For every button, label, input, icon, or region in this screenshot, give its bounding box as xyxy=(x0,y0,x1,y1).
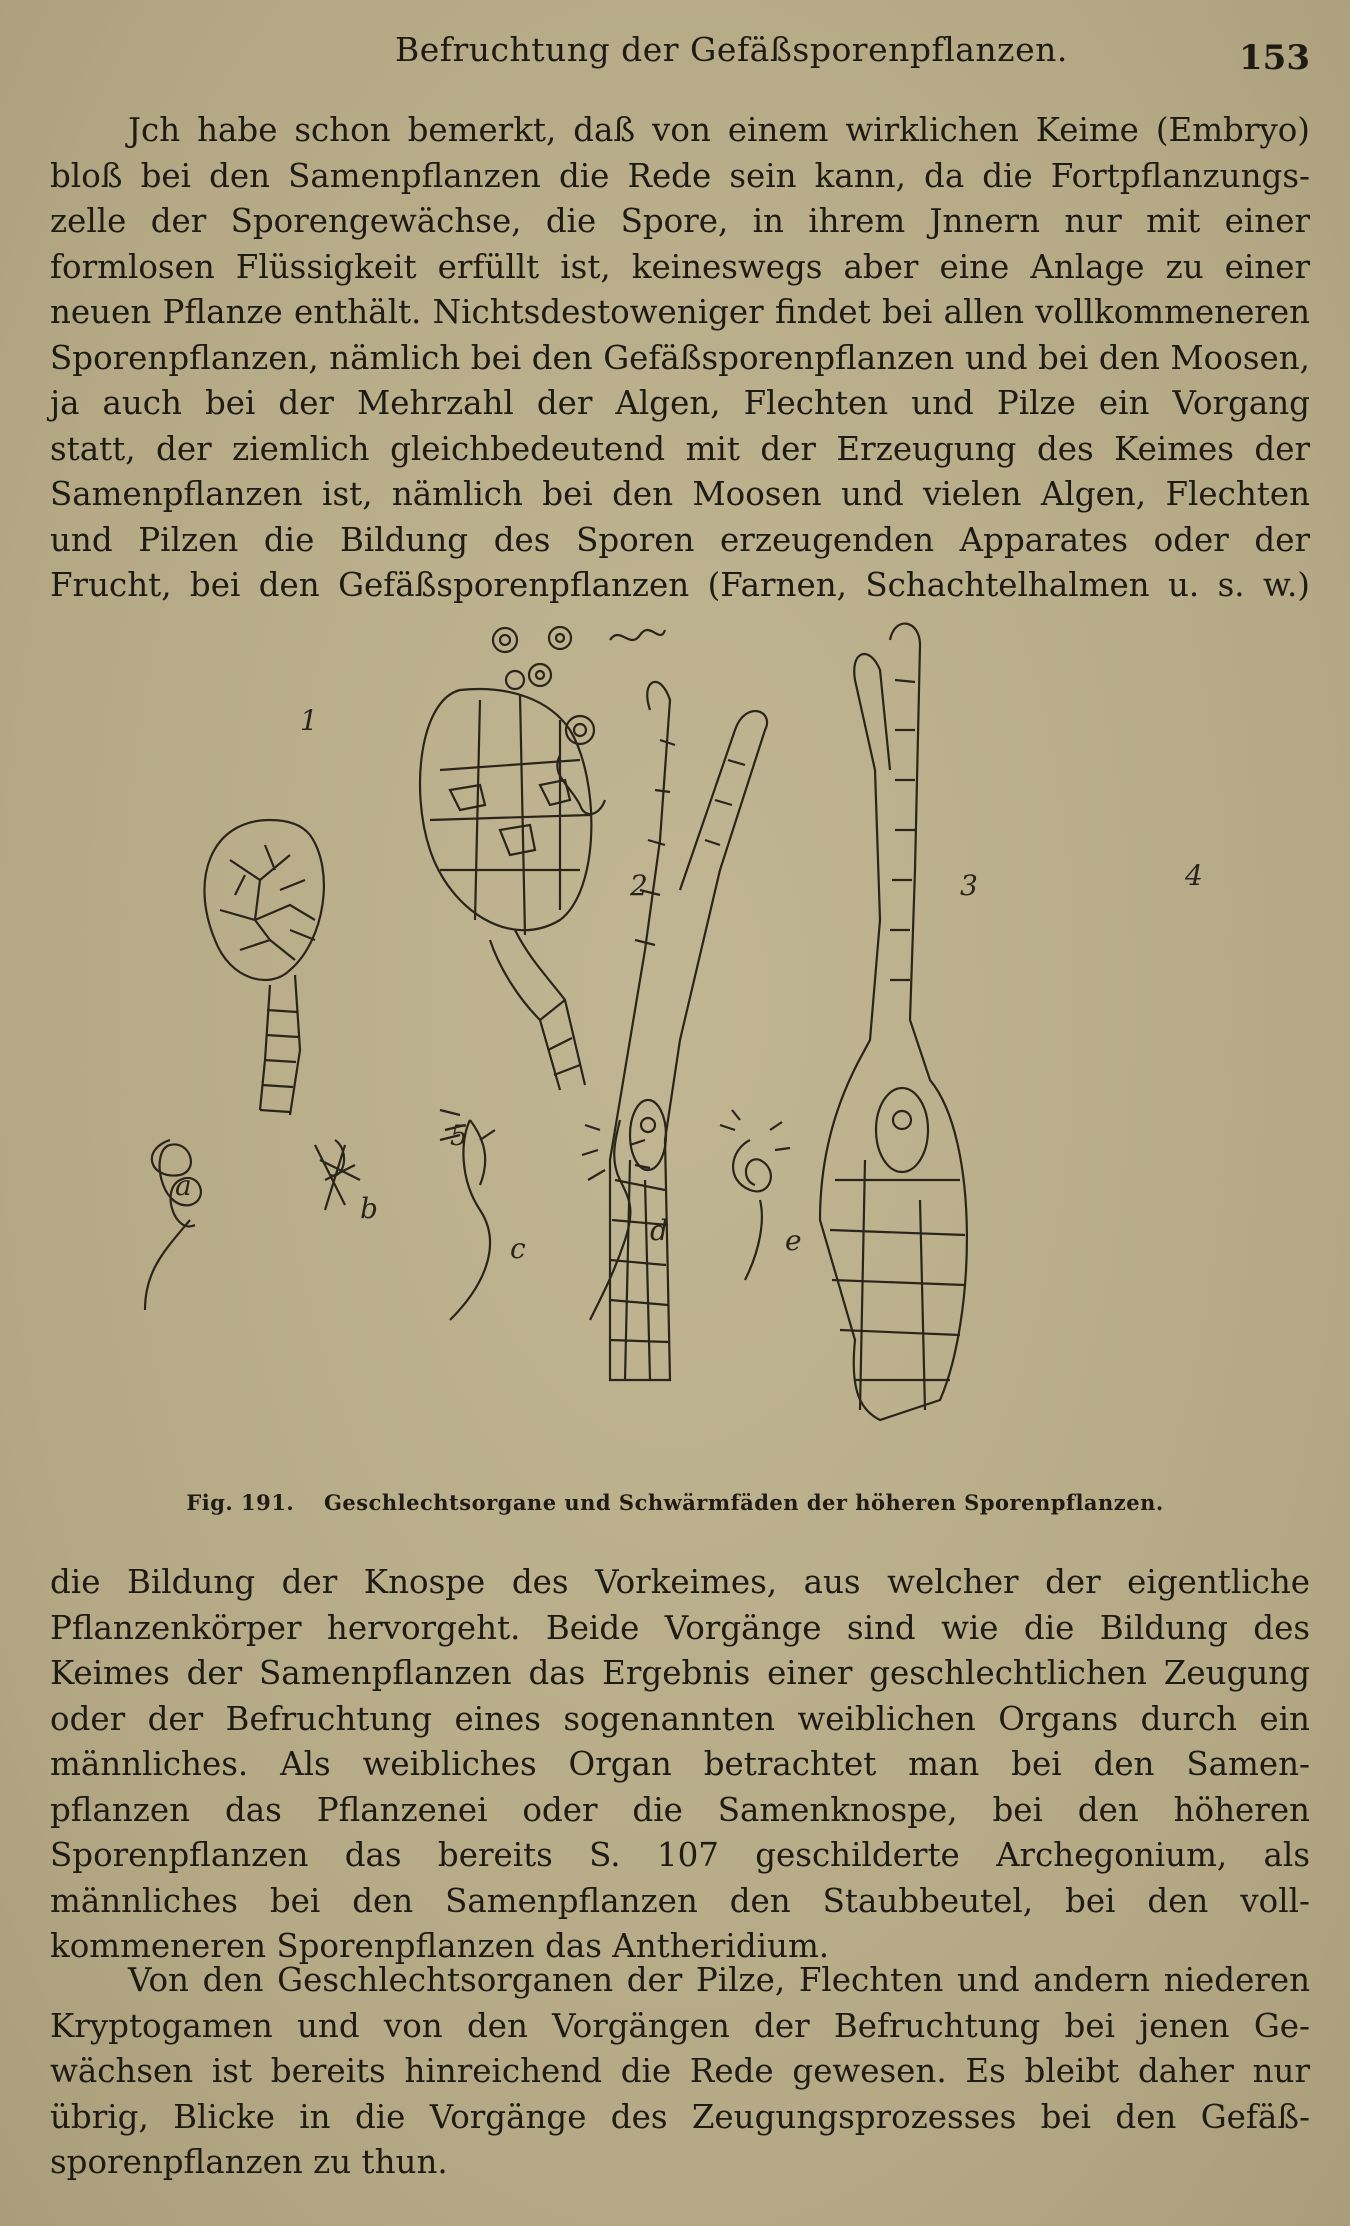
botanical-illustration xyxy=(120,620,1230,1450)
page-number: 153 xyxy=(1239,38,1310,78)
text-line: oder der Befruchtung eines sogenannten weiblichen Organs durch ein xyxy=(50,1699,1310,1738)
figure-4-archegonium xyxy=(820,624,967,1420)
text-line: und Pilzen die Bildung des Sporen erzeugenden Apparates oder der xyxy=(50,520,1310,559)
text-line: Samenpflanzen ist, nämlich bei den Moosen und vielen Algen, Flechten xyxy=(50,475,1310,513)
text-line: sporenpflanzen zu thun. xyxy=(50,2143,448,2181)
figure-3-archegonium xyxy=(610,682,767,1380)
text-line: männliches. Als weibliches Organ betrachtet man bei den Samen- xyxy=(50,1745,1310,1783)
label-2: 2 xyxy=(630,869,648,902)
caption-text: Geschlechtsorgane und Schwärmfäden der höheren Sporenpflanzen. xyxy=(323,1490,1164,1515)
label-e: e xyxy=(785,1224,802,1257)
text-line: zelle der Sporengewächse, die Spore, in ihrem Jnnern nur mit einer xyxy=(50,202,1310,240)
label-3: 3 xyxy=(960,869,978,902)
page-header xyxy=(0,30,1350,80)
label-a: a xyxy=(175,1169,192,1202)
figure-number: Fig. 191. xyxy=(186,1490,295,1515)
text-line: bloß bei den Samenpflanzen die Rede sein kann, da die Fortpflanzungs- xyxy=(50,156,1310,195)
text-line: neuen Pflanze enthält. Nichtsdestoweniger findet bei allen vollkommeneren xyxy=(50,293,1310,331)
running-title: Befruchtung der Gefäßsporenpflanzen. xyxy=(395,30,1068,69)
label-1: 1 xyxy=(300,704,318,737)
text-line: kommeneren Sporenpflanzen das Antheridium. xyxy=(50,1927,830,1965)
text-line: Kryptogamen und von den Vorgängen der Befruchtung bei jenen Ge- xyxy=(50,2006,1310,2045)
text-line: Von den Geschlechtsorganen der Pilze, Flechten und andern niederen xyxy=(128,1961,1310,1999)
paragraph-1 xyxy=(50,108,1310,609)
label-d: d xyxy=(650,1214,668,1247)
text-line: pflanzen das Pflanzenei oder die Samenknospe, bei den höheren xyxy=(50,1790,1310,1829)
text-line: Sporenpflanzen, nämlich bei den Gefäßsporenpflanzen und bei den Moosen, xyxy=(50,338,1310,377)
label-c: c xyxy=(510,1232,526,1265)
figure-1-antheridium xyxy=(204,820,323,1115)
label-4: 4 xyxy=(1185,859,1203,892)
text-line: Jch habe schon bemerkt, daß von einem wirklichen Keime (Embryo) xyxy=(128,111,1310,149)
text-line: Frucht, bei den Gefäßsporenpflanzen (Farnen, Schachtelhalmen u. s. w.) xyxy=(50,566,1310,604)
text-line: Sporenpflanzen das bereits S. 107 geschilderte Archegonium, als xyxy=(50,1836,1310,1874)
text-line: statt, der ziemlich gleichbedeutend mit der Erzeugung des Keimes der xyxy=(50,429,1310,468)
figure-caption xyxy=(0,1490,1350,1515)
text-line: formlosen Flüssigkeit erfüllt ist, keineswegs aber eine Anlage zu einer xyxy=(50,247,1310,286)
text-line: Pflanzenkörper hervorgeht. Beide Vorgänge sind wie die Bildung des xyxy=(50,1608,1310,1647)
paragraph-2 xyxy=(50,1560,1310,1970)
text-line: Keimes der Samenpflanzen das Ergebnis einer geschlechtlichen Zeugung xyxy=(50,1654,1310,1692)
paragraph-3 xyxy=(50,1958,1310,2186)
figure-2-antheridium xyxy=(420,627,665,1090)
label-b: b xyxy=(360,1192,378,1225)
text-line: ja auch bei der Mehrzahl der Algen, Flechten und Pilze ein Vorgang xyxy=(50,384,1310,422)
label-5: 5 xyxy=(450,1119,468,1152)
text-line: übrig, Blicke in die Vorgänge des Zeugungsprozesses bei den Gefäß- xyxy=(50,2097,1310,2136)
text-line: männliches bei den Samenpflanzen den Staubbeutel, bei den voll- xyxy=(50,1881,1310,1920)
text-line: die Bildung der Knospe des Vorkeimes, aus welcher der eigentliche xyxy=(50,1563,1310,1601)
text-line: wächsen ist bereits hinreichend die Rede gewesen. Es bleibt daher nur xyxy=(50,2052,1310,2090)
illustration-drawing xyxy=(120,620,1230,1450)
